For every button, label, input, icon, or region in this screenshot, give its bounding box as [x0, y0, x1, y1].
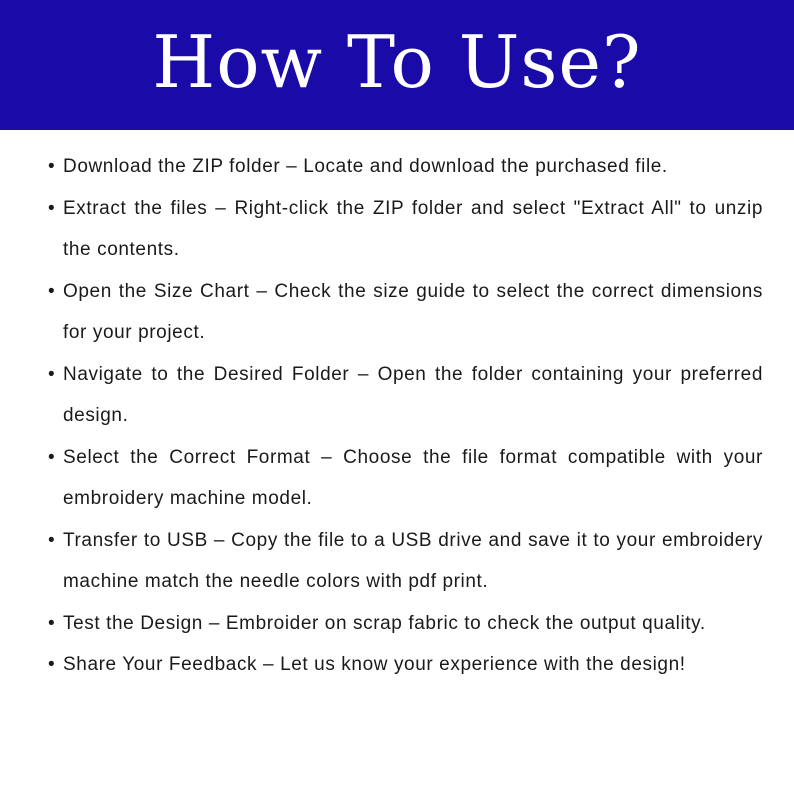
list-item: [46, 644, 763, 686]
step-text: Download the ZIP folder – Locate and download the purchased file.: [63, 156, 668, 177]
step-text: Share Your Feedback – Let us know your experience with the design!: [63, 654, 686, 675]
list-item: [46, 271, 763, 354]
bullet-icon: •: [48, 446, 56, 468]
bullet-icon: •: [48, 529, 56, 551]
bullet-icon: •: [48, 197, 56, 219]
page-title: How To Use?: [152, 20, 642, 104]
bullet-icon: •: [48, 363, 56, 385]
step-text: Select the Correct Format – Choose the file format compatible with your embroidery machine model.: [63, 446, 763, 509]
bullet-icon: •: [48, 612, 56, 634]
step-text: Open the Size Chart – Check the size guide to select the correct dimensions for your project.: [63, 280, 763, 343]
list-item: [46, 146, 763, 188]
step-text: Navigate to the Desired Folder – Open the folder containing your preferred design.: [63, 363, 763, 426]
bullet-icon: •: [48, 280, 56, 302]
list-item: [46, 520, 763, 603]
list-item: [46, 437, 763, 520]
title-banner: [0, 0, 794, 130]
list-item: [46, 188, 763, 271]
step-text: Transfer to USB – Copy the file to a USB drive and save it to your embroidery machine match the needle colors with pdf print.: [63, 529, 763, 592]
step-text: Extract the files – Right-click the ZIP folder and select "Extract All" to unzip the contents.: [63, 197, 763, 260]
bullet-icon: •: [48, 654, 56, 675]
bullet-icon: •: [48, 156, 56, 177]
list-item: [46, 603, 763, 645]
instruction-list: [46, 146, 763, 686]
step-text: Test the Design – Embroider on scrap fabric to check the output quality.: [63, 612, 706, 634]
list-item: [46, 354, 763, 437]
